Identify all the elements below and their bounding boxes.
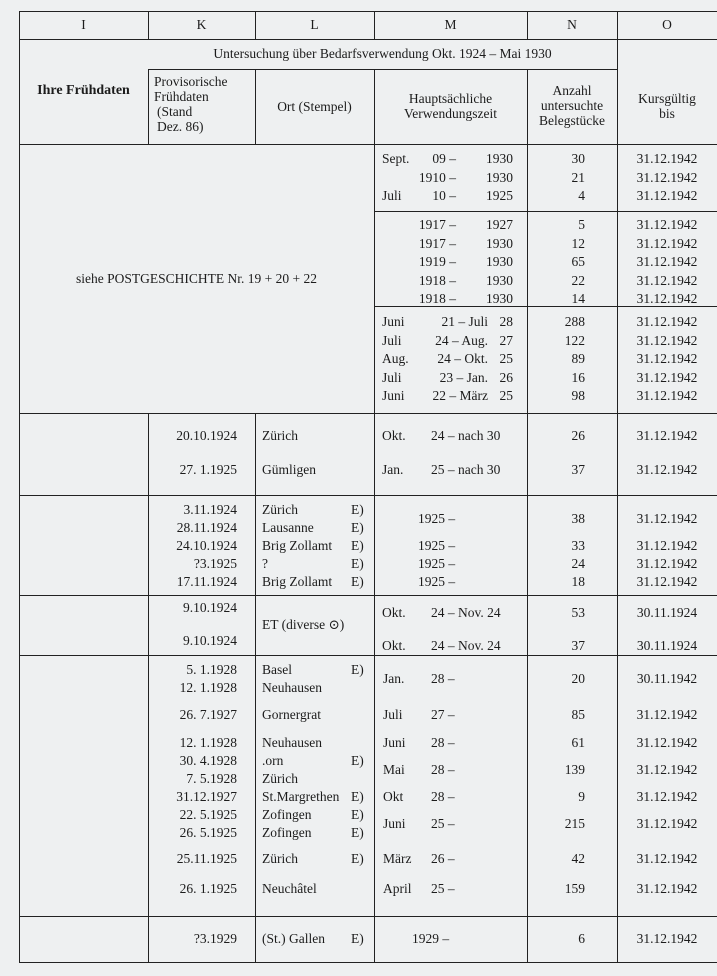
e-marker: E) <box>351 789 364 804</box>
valid-until-cell: 31.12.1942 <box>636 789 698 804</box>
period-month: Jan. <box>382 462 404 477</box>
date-cell: 30. 4.1928 <box>179 753 237 768</box>
date-cell: 12. 1.1928 <box>179 735 237 750</box>
count-cell: 6 <box>578 931 585 946</box>
period-end: 26 <box>499 369 513 385</box>
period-range: 22 – März <box>432 388 488 403</box>
rule <box>19 39 717 40</box>
period-range: 24 – Okt. <box>437 351 488 366</box>
valid-until-cell: 31.12.1942 <box>636 332 698 348</box>
count-cell: 30 <box>571 151 585 166</box>
place-cell: Brig Zollamt <box>262 538 333 553</box>
e-marker: E) <box>351 753 364 768</box>
period-month: Juni <box>382 388 405 403</box>
subheader-line: Anzahl <box>552 83 592 98</box>
count-cell: 159 <box>564 881 585 896</box>
valid-until-cell: 31.12.1942 <box>636 254 698 269</box>
period-month: Juli <box>382 369 402 385</box>
count-cell: 26 <box>571 428 585 443</box>
date-cell: 9.10.1924 <box>183 600 237 615</box>
date-cell: 26. 5.1925 <box>179 825 237 840</box>
date-cell: 3.11.1924 <box>183 502 237 517</box>
place-cell: Zürich <box>262 851 298 866</box>
subheader-provisorische-fruehdaten <box>154 74 254 134</box>
period-end: 1930 <box>486 151 513 166</box>
column-header-l: L <box>310 17 319 32</box>
valid-until-cell: 31.12.1942 <box>636 169 698 185</box>
period-range: 23 – Jan. <box>439 369 488 385</box>
survey-banner: Untersuchung über Bedarfsverwendung Okt. 1924 – Mai 1930 <box>213 46 552 61</box>
date-cell: 20.10.1924 <box>176 428 237 443</box>
subheader-ihre-fruehdaten: Ihre Frühdaten <box>37 83 130 98</box>
date-cell: 28.11.1924 <box>176 520 237 535</box>
date-cell: 24.10.1924 <box>176 538 237 553</box>
period-start: 25 – <box>431 881 455 896</box>
period-start: 10 – <box>432 188 456 203</box>
date-cell: ?3.1925 <box>193 556 237 571</box>
count-cell: 122 <box>564 332 585 348</box>
count-cell: 37 <box>571 638 585 653</box>
count-cell: 5 <box>578 217 585 232</box>
valid-until-cell: 31.12.1942 <box>636 291 698 306</box>
rule <box>148 69 149 145</box>
subheader-kursgueltig <box>617 91 717 121</box>
period-range: 24 – nach 30 <box>431 428 501 443</box>
period-month: Mai <box>383 762 405 777</box>
e-marker: E) <box>351 662 364 677</box>
count-cell: 14 <box>571 291 585 306</box>
e-marker: E) <box>351 825 364 840</box>
valid-until-cell: 31.12.1942 <box>636 735 698 750</box>
rule <box>255 413 256 963</box>
valid-until-cell: 31.12.1942 <box>636 272 698 288</box>
date-cell: 9.10.1924 <box>183 633 237 648</box>
rule <box>19 413 717 414</box>
period-end: 25 <box>499 351 513 366</box>
valid-until-cell: 31.12.1942 <box>636 511 698 526</box>
period-month: Okt. <box>382 428 406 443</box>
valid-until-cell: 31.12.1942 <box>636 707 698 722</box>
count-cell: 22 <box>571 272 585 288</box>
period-range: 25 – nach 30 <box>431 462 501 477</box>
period-cell: 1925 – <box>418 538 456 553</box>
period-month: Okt <box>383 789 404 804</box>
valid-until-cell: 31.12.1942 <box>636 428 698 443</box>
place-cell: Zürich <box>262 771 298 786</box>
date-cell: 7. 5.1928 <box>186 771 237 786</box>
rule <box>374 211 717 212</box>
period-end: 1927 <box>486 217 513 232</box>
count-cell: 33 <box>571 538 585 553</box>
date-cell: 27. 1.1925 <box>179 462 237 477</box>
period-cell: 1925 – <box>418 574 456 589</box>
subheader-line: bis <box>659 106 675 121</box>
period-month: Juli <box>382 332 402 348</box>
valid-until-cell: 31.12.1942 <box>636 151 698 166</box>
period-start: 1910 – <box>418 169 456 185</box>
date-cell: 5. 1.1928 <box>186 662 237 677</box>
period-month: Juni <box>383 735 406 750</box>
count-cell: 18 <box>571 574 585 589</box>
period-start: 28 – <box>431 735 455 750</box>
period-end: 1930 <box>486 254 513 269</box>
date-cell: 17.11.1924 <box>176 574 237 589</box>
period-range: 24 – Nov. 24 <box>431 605 501 620</box>
column-header-i: I <box>81 17 86 32</box>
valid-until-cell: 31.12.1942 <box>636 314 698 329</box>
period-month: April <box>383 881 412 896</box>
subheader-line: Hauptsächliche <box>408 91 493 106</box>
count-cell: 215 <box>564 816 585 831</box>
place-cell: Basel <box>262 662 292 677</box>
period-end: 1930 <box>486 272 513 288</box>
valid-until-cell: 31.12.1942 <box>636 538 698 553</box>
period-end: 1930 <box>486 291 513 306</box>
e-marker: E) <box>351 556 364 571</box>
place-cell: .orn <box>262 753 284 768</box>
subheader-line: Verwendungszeit <box>404 106 497 121</box>
period-start: 28 – <box>431 762 455 777</box>
valid-until-cell: 31.12.1942 <box>636 188 698 203</box>
rule <box>374 69 375 963</box>
valid-until-cell: 30.11.1924 <box>636 638 698 653</box>
period-range: 24 – Nov. 24 <box>431 638 501 653</box>
period-end: 1930 <box>486 169 513 185</box>
count-cell: 98 <box>571 388 585 403</box>
e-marker: E) <box>351 574 364 589</box>
period-start: 28 – <box>431 671 455 686</box>
place-cell: (St.) Gallen <box>262 931 325 946</box>
period-end: 28 <box>499 314 513 329</box>
postgeschichte-note: siehe POSTGESCHICHTE Nr. 19 + 20 + 22 <box>76 271 317 286</box>
subheader-line: Dez. 86) <box>157 119 204 134</box>
period-cell: 1925 – <box>418 556 456 571</box>
e-marker: E) <box>351 502 364 517</box>
period-month: Juli <box>382 188 402 203</box>
rule <box>19 144 717 145</box>
rule <box>19 655 717 656</box>
place-cell: Zofingen <box>262 807 312 822</box>
period-start: 28 – <box>431 789 455 804</box>
place-cell: Zürich <box>262 502 298 517</box>
column-header-n: N <box>567 17 577 32</box>
subheader-line: untersuchte <box>540 98 604 113</box>
place-cell: Zürich <box>262 428 298 443</box>
count-cell: 16 <box>571 369 585 385</box>
count-cell: 20 <box>571 671 585 686</box>
valid-until-cell: 31.12.1942 <box>636 762 698 777</box>
place-cell: Zofingen <box>262 825 312 840</box>
valid-until-cell: 31.12.1942 <box>636 462 698 477</box>
place-cell: Gümligen <box>262 462 316 477</box>
date-cell: 26. 1.1925 <box>179 881 237 896</box>
e-marker: E) <box>351 931 364 946</box>
valid-until-cell: 31.12.1942 <box>636 369 698 385</box>
count-cell: 139 <box>564 762 585 777</box>
period-cell: 1929 – <box>412 931 450 946</box>
period-end: 1930 <box>486 235 513 251</box>
rule <box>19 11 20 963</box>
rule <box>19 495 717 496</box>
date-cell: 25.11.1925 <box>176 851 237 866</box>
count-cell: 9 <box>578 789 585 804</box>
valid-until-cell: 31.12.1942 <box>636 388 698 403</box>
place-cell: Brig Zollamt <box>262 574 333 589</box>
period-start: 26 – <box>431 851 455 866</box>
period-end: 25 <box>499 388 513 403</box>
valid-until-cell: 31.12.1942 <box>636 881 698 896</box>
period-month: Juni <box>383 816 406 831</box>
place-cell: ? <box>262 556 268 571</box>
column-header-o: O <box>662 17 672 32</box>
period-start: 1919 – <box>418 254 456 269</box>
period-month: März <box>383 851 412 866</box>
subheader-line: Belegstücke <box>539 113 605 128</box>
period-start: 1917 – <box>418 217 456 232</box>
count-cell: 38 <box>571 511 585 526</box>
count-cell: 65 <box>571 254 585 269</box>
count-cell: 89 <box>571 351 585 366</box>
valid-until-cell: 31.12.1942 <box>636 217 698 232</box>
valid-until-cell: 31.12.1942 <box>636 556 698 571</box>
count-cell: 42 <box>571 851 585 866</box>
date-cell: ?3.1929 <box>193 931 237 946</box>
place-cell: Neuhausen <box>262 735 322 750</box>
rule <box>19 595 717 596</box>
period-start: 1918 – <box>418 291 456 306</box>
date-cell: 12. 1.1928 <box>179 680 237 695</box>
e-marker: E) <box>351 520 364 535</box>
valid-until-cell: 31.12.1942 <box>636 351 698 366</box>
subheader-ort-stempel: Ort (Stempel) <box>277 99 352 114</box>
subheader-line: Provisorische <box>154 74 228 89</box>
count-cell: 21 <box>571 169 585 185</box>
valid-until-cell: 30.11.1924 <box>636 605 698 620</box>
place-cell: St.Margrethen <box>262 789 340 804</box>
count-cell: 12 <box>571 235 585 251</box>
count-cell: 53 <box>571 605 585 620</box>
period-end: 27 <box>499 332 513 348</box>
column-header-k: K <box>196 17 207 32</box>
rule <box>19 11 717 12</box>
period-month: Aug. <box>382 351 409 366</box>
period-range: 24 – Aug. <box>435 332 488 348</box>
period-start: 25 – <box>431 816 455 831</box>
period-month: Sept. <box>382 151 410 166</box>
e-marker: E) <box>351 851 364 866</box>
date-cell: 31.12.1927 <box>176 789 237 804</box>
count-cell: 288 <box>564 314 585 329</box>
period-month: Okt. <box>382 605 406 620</box>
subheader-anzahl <box>527 83 617 128</box>
valid-until-cell: 31.12.1942 <box>636 816 698 831</box>
count-cell: 61 <box>571 735 585 750</box>
period-end: 1925 <box>486 188 513 203</box>
subheader-line: (Stand <box>157 104 193 119</box>
count-cell: 37 <box>571 462 585 477</box>
valid-until-cell: 31.12.1942 <box>636 851 698 866</box>
subheader-line: Kursgültig <box>638 91 696 106</box>
rule <box>148 69 617 70</box>
count-cell: 24 <box>571 556 585 571</box>
place-cell: Neuchâtel <box>262 881 317 896</box>
period-cell: 1925 – <box>418 511 456 526</box>
count-cell: 85 <box>571 707 585 722</box>
date-cell: 26. 7.1927 <box>179 707 237 722</box>
period-start: 09 – <box>432 151 456 166</box>
valid-until-cell: 31.12.1942 <box>636 931 698 946</box>
rule <box>19 962 717 963</box>
place-et-diverse: ET (diverse ⊙) <box>262 617 345 632</box>
count-cell: 4 <box>578 188 585 203</box>
period-start: 1918 – <box>418 272 456 288</box>
period-start: 1917 – <box>418 235 456 251</box>
place-cell: Neuhausen <box>262 680 322 695</box>
period-month: Okt. <box>382 638 406 653</box>
subheader-line: Frühdaten <box>154 89 209 104</box>
column-header-m: M <box>444 17 457 32</box>
period-range: 21 – Juli <box>441 314 488 329</box>
period-start: 27 – <box>431 707 455 722</box>
period-month: Juli <box>383 707 403 722</box>
rule <box>19 916 717 917</box>
e-marker: E) <box>351 807 364 822</box>
e-marker: E) <box>351 538 364 553</box>
valid-until-cell: 30.11.1942 <box>636 671 698 686</box>
place-cell: Gornergrat <box>262 707 321 722</box>
place-cell: Lausanne <box>262 520 314 535</box>
subheader-verwendungszeit <box>374 91 527 121</box>
valid-until-cell: 31.12.1942 <box>636 235 698 251</box>
valid-until-cell: 31.12.1942 <box>636 574 698 589</box>
period-month: Jan. <box>383 671 405 686</box>
period-month: Juni <box>382 314 405 329</box>
date-cell: 22. 5.1925 <box>179 807 237 822</box>
